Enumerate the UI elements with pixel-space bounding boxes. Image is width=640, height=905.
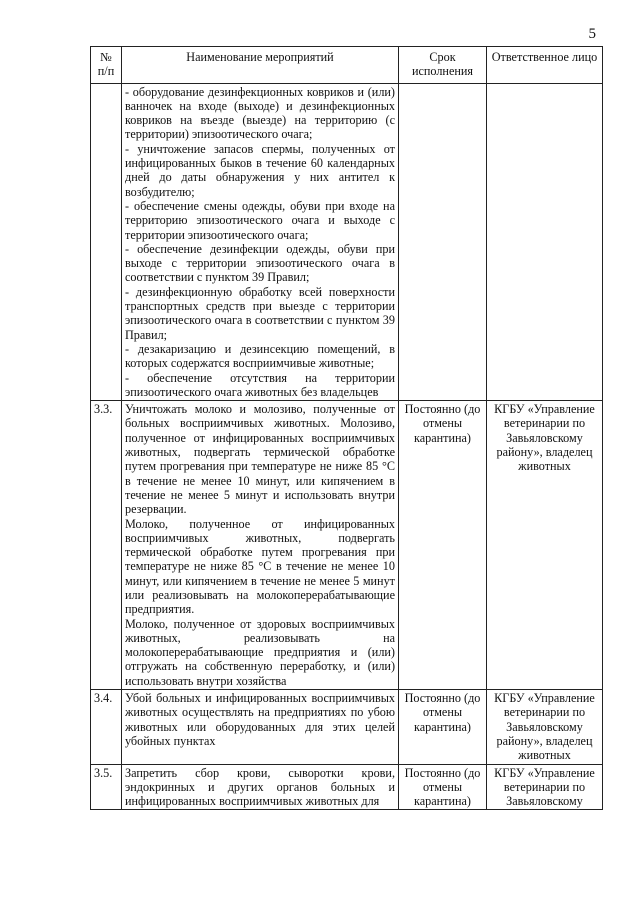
responsible-cell: КГБУ «Управление ветеринарии по Завьяловскому району», владелец животных: [487, 401, 603, 690]
measure-line: - обеспечение смены одежды, обуви при входе на территорию эпизоотического очага и выходе с территории эпизоотического очага;: [125, 198, 395, 242]
measure-line: - обеспечение отсутствия на территории эпизоотического очага животных без владельцев: [125, 370, 395, 399]
measure-line: Молоко, полученное от здоровых восприимчивых животных, реализовывать на молокоперерабатывающие предприятия и (или) отгружать на собственную переработку, и (или) использовать внутри хозяйства: [125, 616, 395, 688]
row-number: 3.5.: [91, 764, 122, 810]
measure-line: - оборудование дезинфекционных ковриков и (или) ванночек на входе (выходе) и дезинфекционных ковриков на въезде (выезде) на территорию (с территории) эпизоотического очага;: [125, 84, 395, 142]
measure-line: - обеспечение дезинфекции одежды, обуви при выходе с территории эпизоотического очага в соответствии с пунктом 39 Правил;: [125, 241, 395, 285]
header-num: № п/п: [91, 47, 122, 84]
measure-line: - уничтожение запасов спермы, полученных от инфицированных быков в течение 60 календарных дней до даты обнаружения у них антител к возбудителю;: [125, 141, 395, 199]
measure-text: [122, 690, 399, 764]
table-header-row: [91, 47, 603, 84]
row-number: 3.3.: [91, 401, 122, 690]
measure-line: Уничтожать молоко и молозиво, полученные от больных восприимчивых животных. Молозиво, полученное от инфицированных восприимчивых животных, подвергать термической обработке путем прогревания при температуре не ниже 85 °С в течение не менее 10 минут, или кипячением в течение не менее 5 минут и использовать внутри резервации.: [125, 402, 395, 517]
measure-text: [122, 764, 399, 810]
term-cell: Постоянно (до отмены карантина): [399, 690, 487, 764]
row-number: [91, 83, 122, 401]
term-cell: Постоянно (до отмены карантина): [399, 764, 487, 810]
table-row: [91, 401, 603, 690]
measures-table: [90, 46, 603, 810]
measure-text: [122, 83, 399, 401]
header-responsible: Ответственное лицо: [487, 47, 603, 84]
measure-line: Запретить сбор крови, сыворотки крови, эндокринных и других органов больных и инфицированных восприимчивых животных для: [125, 765, 395, 809]
header-name: Наименование мероприятий: [122, 47, 399, 84]
responsible-cell: КГБУ «Управление ветеринарии по Завьяловскому району», владелец животных: [487, 690, 603, 764]
page-number: 5: [588, 26, 596, 42]
term-cell: Постоянно (до отмены карантина): [399, 401, 487, 690]
measure-line: Молоко, полученное от инфицированных восприимчивых животных, подвергать термической обработке путем прогревания при температуре не ниже 85 °С в течение не менее 10 минут, или кипячением в течение не менее 5 минут или реализовывать на молокоперерабатывающие предприятия.: [125, 516, 395, 617]
table-row: [91, 690, 603, 764]
table-row: [91, 764, 603, 810]
measure-line: Убой больных и инфицированных восприимчивых животных осуществлять на предприятиях по убою животных или оборудованных для этих целей убойных пунктах: [125, 691, 395, 748]
term-cell: [399, 83, 487, 401]
header-term: Срок исполнения: [399, 47, 487, 84]
row-number: 3.4.: [91, 690, 122, 764]
table-row: [91, 83, 603, 401]
measure-line: - дезинфекционную обработку всей поверхности транспортных средств при выезде с территории эпизоотического очага в соответствии с пунктом 39 Правил;: [125, 284, 395, 342]
responsible-cell: [487, 83, 603, 401]
responsible-cell: КГБУ «Управление ветеринарии по Завьяловскому: [487, 764, 603, 810]
measure-text: [122, 401, 399, 690]
measure-line: - дезакаризацию и дезинсекцию помещений, в которых содержатся восприимчивые животные;: [125, 341, 395, 371]
